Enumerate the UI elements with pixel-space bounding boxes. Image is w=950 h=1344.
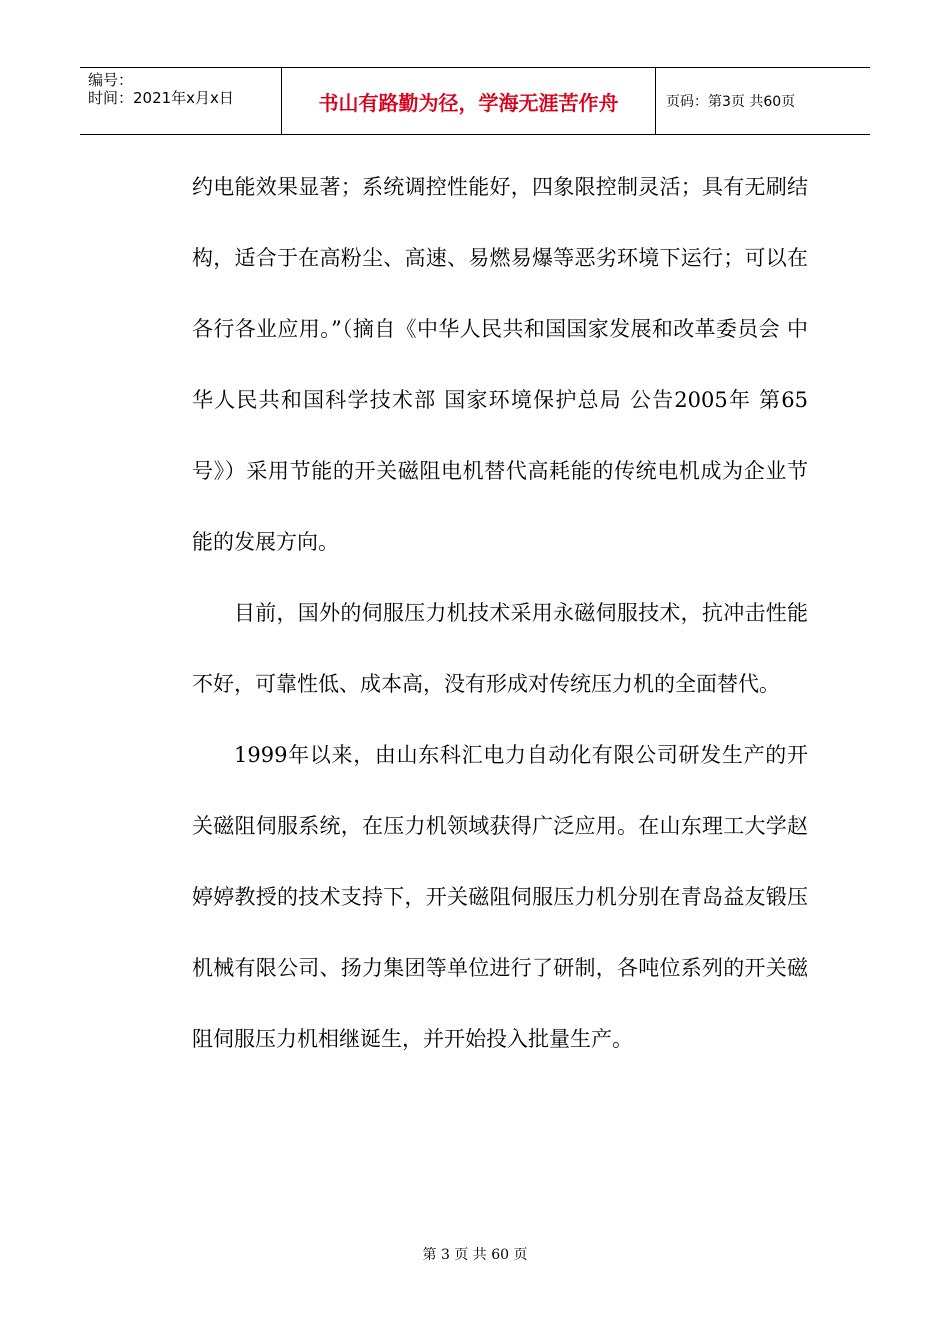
paragraph-3: 1999年以来，由山东科汇电力自动化有限公司研发生产的开关磁阻伺服系统，在压力机领域获得广泛应用。在山东理工大学赵婷婷教授的技术支持下，开关磁阻伺服压力机分别在青岛益友锻压机械有限公司、扬力集团等单位进行了研制，各吨位系列的开关磁阻伺服压力机相继诞生，并开始投入批量生产。	[192, 743, 808, 1051]
paragraph-2: 目前，国外的伺服压力机技术采用永磁伺服技术，抗冲击性能不好，可靠性低、成本高，没有形成对传统压力机的全面替代。	[192, 601, 808, 696]
header-left-cell	[80, 68, 282, 134]
motto-text: 书山有路勤为径，学海无涯苦作舟	[318, 90, 619, 115]
number-label: 编号：	[88, 71, 134, 89]
time-label: 时间：2021年x月x日	[88, 89, 234, 107]
page-footer	[0, 1244, 950, 1264]
header-page-cell	[656, 68, 870, 134]
paragraph-1: 约电能效果显著；系统调控性能好，四象限控制灵活；具有无刷结构，适合于在高粉尘、高速、易燃易爆等恶劣环境下运行；可以在各行各业应用。”（摘自《中华人民共和国国家发展和改革委员会 中华人民共和国科学技术部 国家环境保护总局 公告2005年 第65号》）采用节能的开关磁阻电机替代高耗能的传统电机成为企业节能的发展方向。	[192, 175, 808, 554]
page-header	[80, 67, 870, 135]
footer-page-number: 第 3 页 共 60 页	[422, 1247, 528, 1263]
header-page-info: 页码：第3页 共60页	[666, 94, 796, 110]
document-body	[192, 152, 808, 1075]
header-motto-cell	[282, 68, 656, 134]
